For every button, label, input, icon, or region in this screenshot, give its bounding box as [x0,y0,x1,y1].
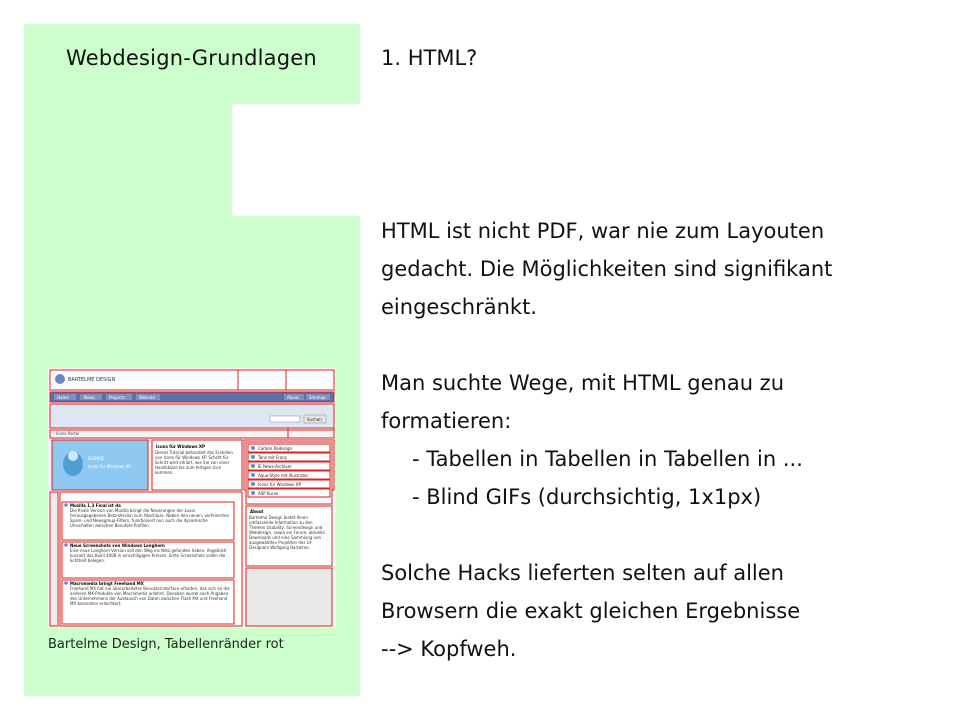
body-line: HTML ist nicht PDF, war nie zum Layouten [381,219,825,243]
news-title: Neue Screenshots von Windows Longhorn [70,543,165,548]
body-line: Browsern die exakt gleichen Ergebnisse [381,599,801,623]
bullet-item: - Tabellen in Tabellen in Tabellen in ... [412,447,803,471]
body-line: --> Kopfweh. [381,637,517,661]
breadcrumb: Icons Portal [56,431,80,436]
bullet-item: - Blind GIFs (durchsichtig, 1x1px) [412,485,762,509]
news-body: Freehand MX hat ein überarbeitetes Benutzerinterface erhalten, das sich an die anderen MX-Produkte von Macromedia anlehnt. Daneben wurde nach Angaben des Unternehmens der Austausch von Daten zwischen Flash MX und Freehand MX besonders erleichtert. [70,586,230,606]
body-line: eingeschränkt. [381,295,537,319]
nav-item: About [287,395,299,400]
news-body: Die finale Version von Mozilla bringt die Neuerungen der zuvor herausgegebenen Beta-Version zum Abschluss. Neben den neuen, verfeinerten Spam- und Newsgroup-Filtern, funktioniert nun auch die dynamische Umschalten zwischen Benutzer-Profilen. [70,508,229,528]
feature-title: Icons für Windows XP [156,444,205,449]
sidebar-title: Webdesign-Grundlagen [66,46,317,70]
logo-text: BARTELME DESIGN [68,377,116,383]
screenshot-caption: Bartelme Design, Tabellenränder rot [48,637,284,652]
search-button: Suchen [307,417,322,422]
svg-text:Icons: Icons [88,455,104,462]
nav-item: Projects [109,395,125,400]
logo-icon [55,374,65,384]
sidebar-notch [232,104,360,216]
screenshot-image [48,368,336,628]
feature-body: Dieses Tutorial behandelt das Erstellen von Icons für Windows XP. Schritt für Schritt wird erklärt, wie Sie von einer Handskizze bis zum fertigen Icon kommen. [155,450,233,475]
about-title: About [250,509,264,514]
body-line: gedacht. Die Möglichkeiten sind signifikant [381,257,833,281]
hero-text: Icons for Windows XP [88,464,131,469]
news-title: Mozilla 1.3 Final ist da [70,503,121,508]
side-link: Aqua-Style mit Illustrator [258,473,309,478]
nav-item: Website [139,395,155,400]
side-link: ASP Kurse [258,491,279,496]
body-line: formatieren: [381,409,512,433]
nav-item: News [84,395,95,400]
side-link: Icons für Windows XP [258,482,301,487]
body-line: Solche Hacks lieferten selten auf allen [381,561,784,585]
slide-body [381,212,941,668]
nav-item: Home [57,395,69,400]
side-link: Carbon Redesign [258,446,293,451]
side-link: Tanz mit Franz [258,455,287,460]
slide-title: 1. HTML? [381,46,478,70]
about-body: Bartelme Design bietet Ihnen umfassende Information zu den Themen Usability, Screendesign und Webdesign, sowie ein Forum, aktuelle Downloads und eine Sammlung von ausgewählten Projekten des UI-Designers Wolfgang Bartelme. [249,515,325,550]
website-screenshot [48,368,336,628]
nav-item: Sitemap [309,395,326,400]
news-title: Macromedia bringt Freehand MX [70,581,144,586]
news-body: Eine neue Longhorn-Version soll den Weg ins Netz gefunden haben. Angeblich kursiert das Build 4008 in einschlägigen Kreisen. Erste Screenshots sollen die Echtheit belegen. [70,548,227,563]
side-link: IE News-Archiver [258,464,292,469]
body-line: Man suchte Wege, mit HTML genau zu [381,371,785,395]
